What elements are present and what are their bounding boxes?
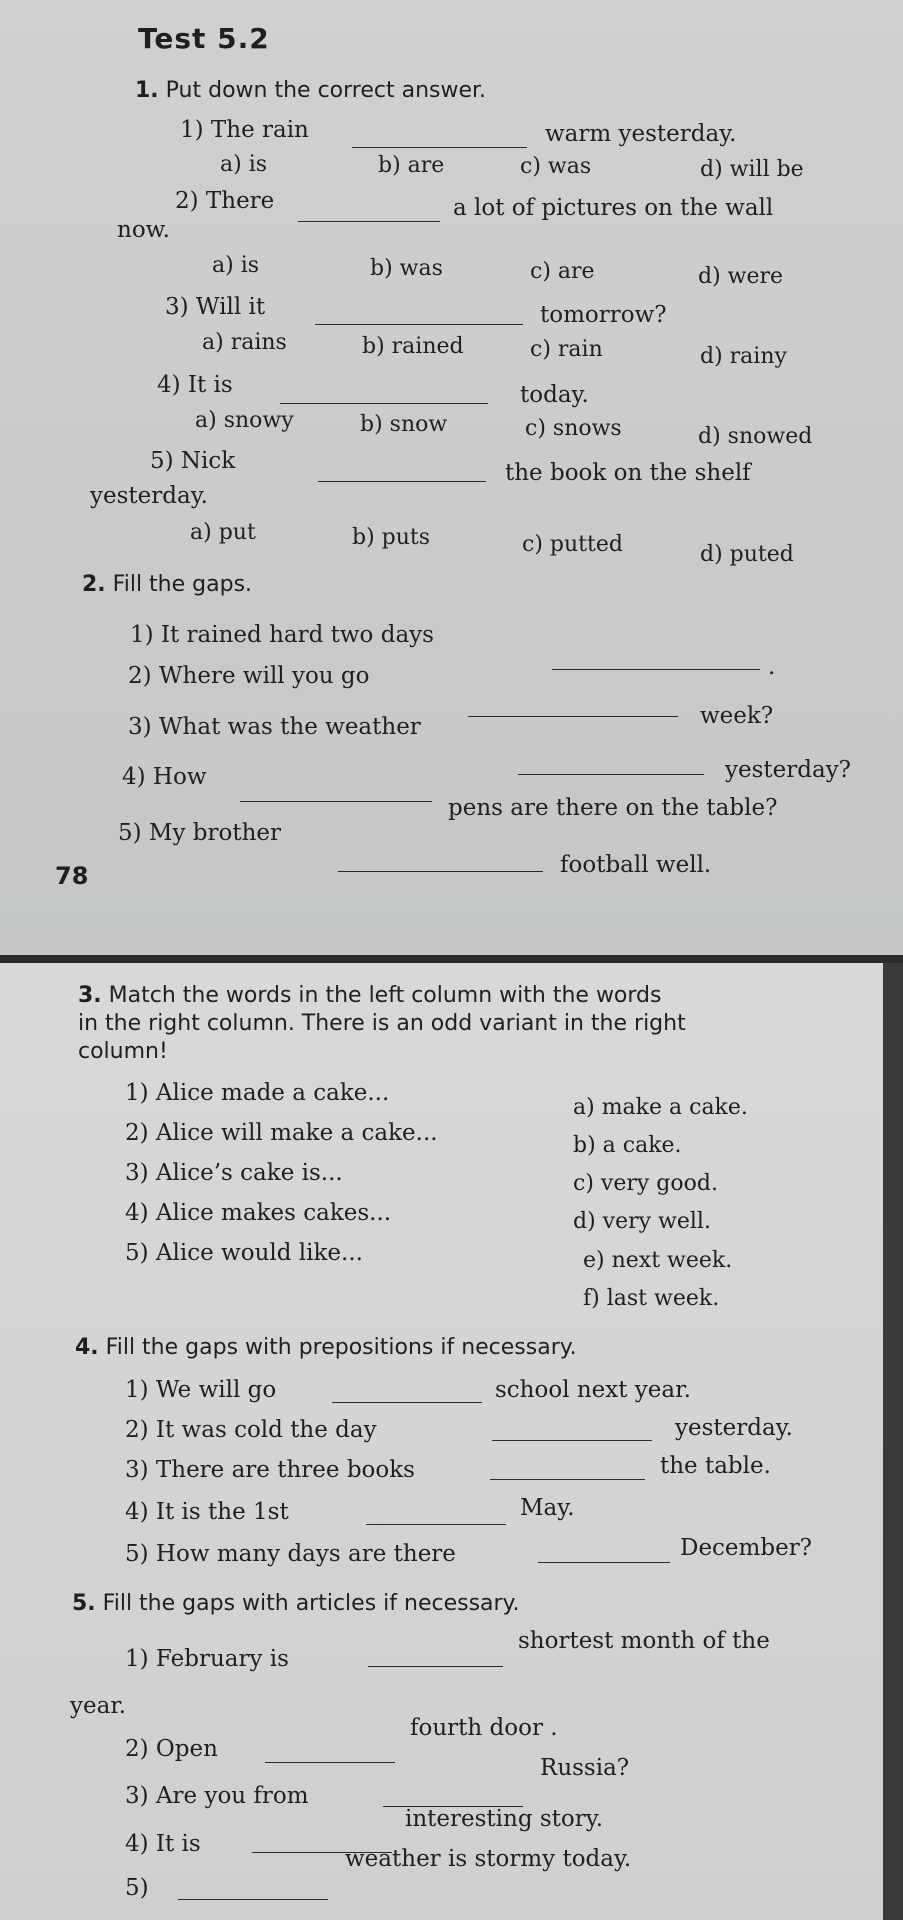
- exercise-4-number: 4.: [75, 1335, 99, 1360]
- ex5-item-2-end: fourth door .: [410, 1715, 558, 1741]
- ex2-item-5-start: 5) My brother: [118, 820, 281, 846]
- exercise-3-instruction-line-3: column!: [78, 1039, 168, 1064]
- ex1-q3-gap[interactable]: [315, 323, 523, 325]
- ex1-q1-option-d: d) will be: [700, 157, 804, 182]
- ex5-item-1-continuation: year.: [70, 1693, 127, 1719]
- ex4-item-3-gap[interactable]: [490, 1478, 645, 1480]
- ex1-q2-option-a: a) is: [212, 253, 260, 278]
- ex4-item-4-end: May.: [520, 1495, 575, 1521]
- ex1-q4-start: 4) It is: [157, 372, 233, 398]
- ex4-item-3-end: the table.: [660, 1453, 771, 1479]
- ex2-item-5-gap[interactable]: [338, 870, 543, 872]
- ex1-q4-end: today.: [520, 382, 589, 408]
- ex1-q2-option-b: b) was: [370, 256, 443, 281]
- exercise-2-number: 2.: [82, 572, 106, 597]
- ex4-item-5-gap[interactable]: [538, 1561, 670, 1563]
- exercise-1-number: 1.: [135, 78, 159, 103]
- ex1-q1-start: 1) The rain: [180, 117, 309, 143]
- exercise-1-heading: [135, 78, 486, 103]
- ex4-item-3-start: 3) There are three books: [125, 1457, 415, 1483]
- ex1-q2-option-d: d) were: [698, 264, 784, 289]
- test-title: Test 5.2: [138, 22, 270, 55]
- exercise-4-heading: [75, 1335, 577, 1360]
- ex1-q3-option-c: c) rain: [530, 337, 603, 362]
- ex3-left-2: 2) Alice will make a cake...: [125, 1120, 438, 1146]
- ex4-item-2-gap[interactable]: [492, 1439, 652, 1441]
- exercise-4-instruction: Fill the gaps with prepositions if necessary.: [105, 1335, 577, 1360]
- ex1-q1-end: warm yesterday.: [545, 121, 737, 147]
- exercise-3-instruction-line-2: in the right column. There is an odd variant in the right: [78, 1011, 686, 1036]
- ex3-right-e: e) next week.: [583, 1248, 733, 1273]
- ex5-item-4-end: interesting story.: [405, 1806, 604, 1832]
- ex3-right-d: d) very well.: [573, 1209, 711, 1234]
- ex4-item-1-start: 1) We will go: [125, 1377, 277, 1403]
- ex1-q5-option-d: d) puted: [700, 542, 794, 567]
- ex1-q5-option-c: c) putted: [522, 532, 623, 557]
- page-number: 78: [55, 862, 89, 890]
- ex4-item-2-end: yesterday.: [675, 1415, 793, 1441]
- ex4-item-4-gap[interactable]: [366, 1523, 506, 1525]
- ex5-item-4-start: 4) It is: [125, 1831, 201, 1857]
- exercise-5-instruction: Fill the gaps with articles if necessary.: [102, 1591, 520, 1616]
- exercise-2-instruction: Fill the gaps.: [112, 572, 253, 597]
- page-binding-edge: [883, 963, 903, 1920]
- ex3-right-c: c) very good.: [573, 1171, 718, 1196]
- ex1-q3-end: tomorrow?: [540, 302, 667, 328]
- ex2-item-4-gap[interactable]: [240, 800, 432, 802]
- ex1-q3-option-a: a) rains: [202, 330, 287, 355]
- ex4-item-1-gap[interactable]: [332, 1401, 482, 1403]
- ex2-item-2-start: 2) Where will you go: [128, 663, 370, 689]
- ex1-q1-option-b: b) are: [378, 153, 445, 178]
- ex1-q2-continuation: now.: [117, 217, 170, 243]
- ex1-q2-end: a lot of pictures on the wall: [453, 195, 774, 221]
- ex1-q4-option-d: d) snowed: [698, 424, 813, 449]
- ex2-item-2-gap[interactable]: [468, 715, 678, 717]
- ex1-q3-option-d: d) rainy: [700, 344, 787, 369]
- ex1-q3-option-b: b) rained: [362, 334, 464, 359]
- ex3-left-5: 5) Alice would like...: [125, 1240, 363, 1266]
- ex3-left-3: 3) Alice’s cake is...: [125, 1160, 343, 1186]
- ex1-q4-option-b: b) snow: [360, 412, 448, 437]
- exercise-2-heading: [82, 572, 252, 597]
- ex1-q4-option-a: a) snowy: [195, 408, 294, 433]
- ex1-q4-option-c: c) snows: [525, 416, 622, 441]
- ex5-item-1-end: shortest month of the: [518, 1628, 770, 1654]
- ex3-right-a: a) make a cake.: [573, 1095, 748, 1120]
- ex2-item-1-start: 1) It rained hard two days: [130, 622, 434, 648]
- ex1-q5-end: the book on the shelf: [505, 460, 751, 486]
- ex2-item-3-gap[interactable]: [518, 773, 704, 775]
- ex4-item-5-end: December?: [680, 1535, 813, 1561]
- ex2-item-4-start: 4) How: [122, 764, 207, 790]
- exercise-5-heading: [72, 1591, 519, 1616]
- exercise-5-number: 5.: [72, 1591, 96, 1616]
- ex4-item-1-end: school next year.: [495, 1377, 691, 1403]
- exercise-3-instruction-text-1: Match the words in the left column with the words: [108, 983, 662, 1008]
- ex2-item-3-start: 3) What was the weather: [128, 714, 421, 740]
- ex1-q5-option-b: b) puts: [352, 525, 431, 550]
- ex1-q5-option-a: a) put: [190, 520, 256, 545]
- exercise-1-instruction: Put down the correct answer.: [165, 78, 487, 103]
- ex1-q2-gap[interactable]: [298, 220, 440, 222]
- ex5-item-2-start: 2) Open: [125, 1736, 218, 1762]
- ex1-q2-option-c: c) are: [530, 259, 595, 284]
- ex1-q2-start: 2) There: [175, 188, 275, 214]
- page-bottom: [0, 963, 903, 1920]
- ex5-item-5-gap[interactable]: [178, 1898, 328, 1900]
- ex2-item-4-end: pens are there on the table?: [448, 795, 778, 821]
- exercise-3-number: 3.: [78, 983, 102, 1008]
- ex5-item-5-end: weather is stormy today.: [345, 1846, 632, 1872]
- ex3-right-b: b) a cake.: [573, 1133, 682, 1158]
- ex2-item-2-end: week?: [700, 703, 774, 729]
- ex1-q1-gap[interactable]: [352, 146, 527, 148]
- ex5-item-1-gap[interactable]: [368, 1665, 503, 1667]
- ex5-item-1-start: 1) February is: [125, 1646, 289, 1672]
- exercise-3-instruction-line-1: [78, 983, 661, 1008]
- ex4-item-5-start: 5) How many days are there: [125, 1541, 456, 1567]
- ex3-right-f: f) last week.: [583, 1286, 720, 1311]
- ex5-item-5-start: 5): [125, 1875, 149, 1901]
- ex2-item-1-end: .: [768, 654, 776, 680]
- ex1-q5-gap[interactable]: [318, 480, 486, 482]
- ex3-left-1: 1) Alice made a cake...: [125, 1080, 390, 1106]
- ex1-q5-start: 5) Nick: [150, 448, 236, 474]
- ex4-item-4-start: 4) It is the 1st: [125, 1499, 289, 1525]
- ex1-q4-gap[interactable]: [280, 402, 488, 404]
- ex3-left-4: 4) Alice makes cakes...: [125, 1200, 392, 1226]
- ex1-q1-option-c: c) was: [520, 154, 592, 179]
- ex5-item-3-start: 3) Are you from: [125, 1783, 309, 1809]
- ex2-item-5-end: football well.: [560, 852, 712, 878]
- ex1-q5-continuation: yesterday.: [90, 483, 208, 509]
- ex2-item-1-gap[interactable]: [552, 668, 760, 670]
- ex5-item-2-gap[interactable]: [265, 1761, 395, 1763]
- ex1-q1-option-a: a) is: [220, 152, 268, 177]
- ex1-q3-start: 3) Will it: [165, 294, 266, 320]
- page-top: [0, 0, 903, 955]
- ex5-item-3-end: Russia?: [540, 1755, 630, 1781]
- ex2-item-3-end: yesterday?: [725, 757, 852, 783]
- ex4-item-2-start: 2) It was cold the day: [125, 1417, 377, 1443]
